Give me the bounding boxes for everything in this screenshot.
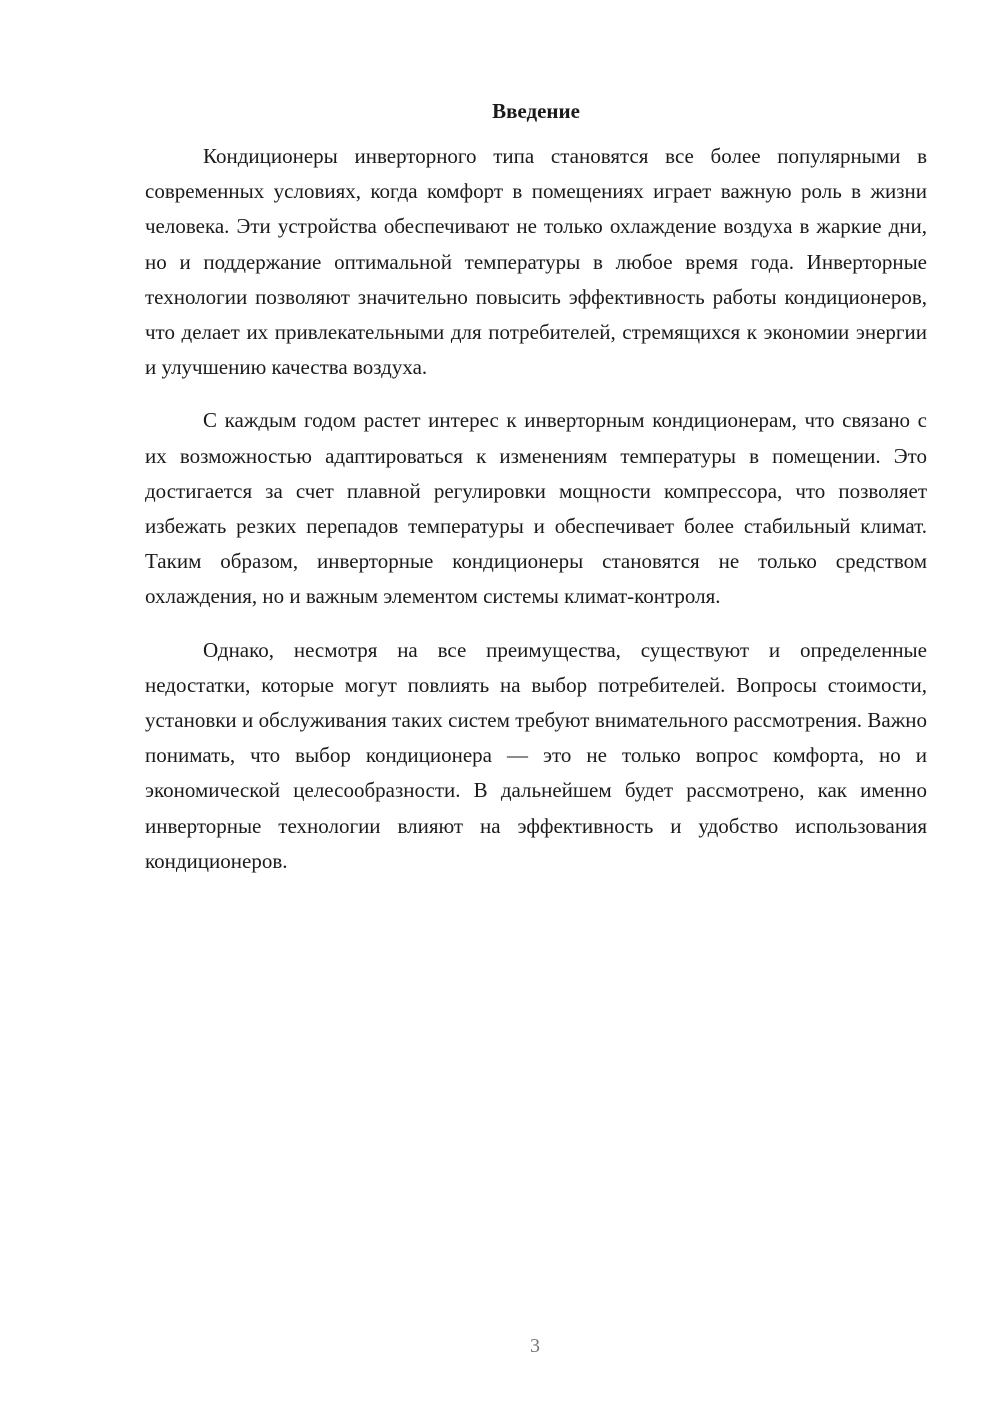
paragraph-2: С каждым годом растет интерес к инверторным кондиционерам, что связано с их возможностью адаптироваться к изменениям температуры в помещении. Это достигается за счет плавной регулировки мощности компрессора, что позволяет избежать резких перепадов температуры и обеспечивает более стабильный климат. Таким образом, инверторные кондиционеры становятся не только средством охлаждения, но и важным элементом системы климат-контроля. (145, 408, 927, 609)
section-heading: Введение (492, 99, 580, 123)
page-number: 3 (530, 1335, 540, 1357)
paragraph-3: Однако, несмотря на все преимущества, существуют и определенные недостатки, которые могут повлиять на выбор потребителей. Вопросы стоимости, установки и обслуживания таких систем требуют внимательного рассмотрения. Важно понимать, что выбор кондиционера — это не только вопрос комфорта, но и экономической целесообразности. В дальнейшем будет рассмотрено, как именно инверторные технологии влияют на эффективность и удобство использования кондиционеров. (145, 637, 927, 873)
paragraph-1: Кондиционеры инверторного типа становятся все более популярными в современных условиях, когда комфорт в помещениях играет важную роль в жизни человека. Эти устройства обеспечивают не только охлаждение воздуха в жаркие дни, но и поддержание оптимальной температуры в любое время года. Инверторные технологии позволяют значительно повысить эффективность работы кондиционеров, что делает их привлекательными для потребителей, стремящихся к экономии энергии и улучшению качества воздуха. (145, 144, 927, 380)
document-body (145, 95, 927, 879)
